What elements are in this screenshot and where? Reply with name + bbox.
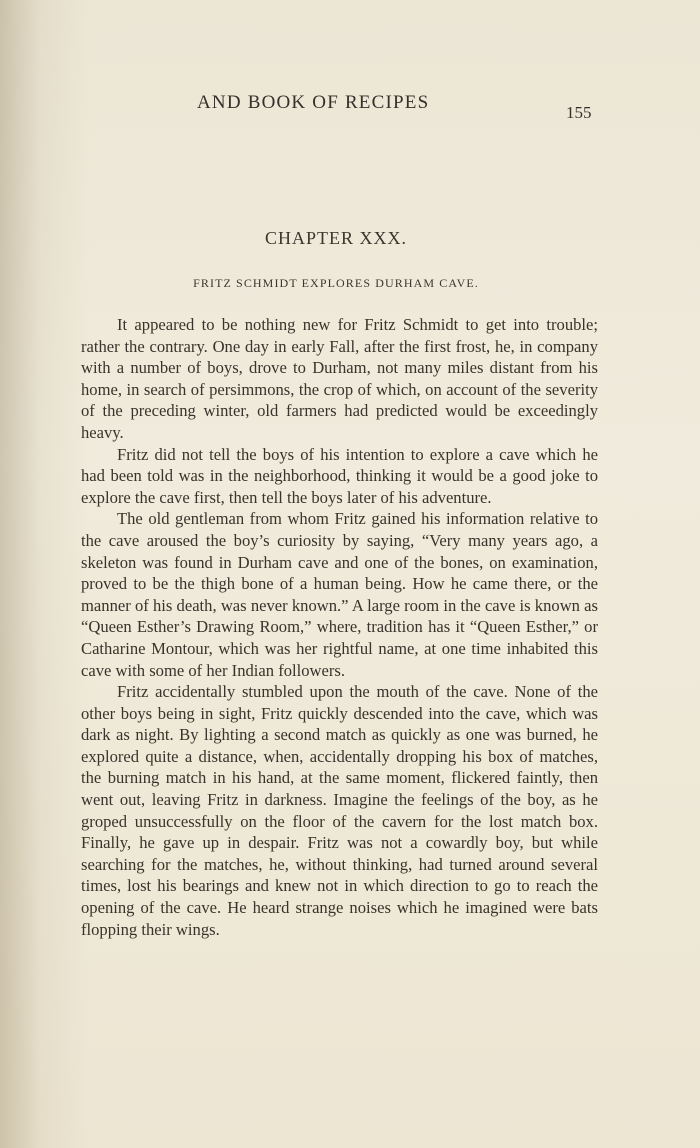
paragraph: The old gentleman from whom Fritz gained his information relative to the cave aroused the boy’s curiosity by saying, “Very many years ago, a skeleton was found in Durham cave and one of the bones, on examination, proved to be the thigh bone of a human being. How he came there, or the manner of his death, was never known.” A large room in the cave is known as “Queen Esther’s Drawing Room,” where, tradition has it “Queen Esther,” or Catharine Montour, which was her rightful name, at one time inhabited this cave with some of her Indian followers. xyxy=(81,509,598,680)
running-head: AND BOOK OF RECIPES xyxy=(197,92,430,113)
paragraph: Fritz did not tell the boys of his intention to explore a cave which he had been told was in the neighborhood, thinking it would be a good joke to explore the cave first, then tell the boys later of his adventure. xyxy=(81,444,598,507)
chapter-body xyxy=(81,314,598,940)
paragraph: Fritz accidentally stumbled upon the mouth of the cave. None of the other boys being in sight, Fritz quickly descended into the cave, which was dark as night. By lighting a second match as quickly as one was burned, he explored quite a distance, when, accidentally dropping his box of matches, the burning match in his hand, at the same moment, flickered faintly, then went out, leaving Fritz in darkness. Imagine the feelings of the boy, as he groped unsuccessfully on the floor of the cavern for the lost match box. Finally, he gave up in despair. Fritz was not a cowardly boy, but while searching for the matches, he, without thinking, had turned around several times, lost his bearings and knew not in which direction to go to reach the opening of the cave. He heard strange noises which he imagined were bats flopping their wings. xyxy=(81,682,598,939)
paragraph: It appeared to be nothing new for Fritz Schmidt to get into trouble; rather the contrary. One day in early Fall, after the first frost, he, in company with a number of boys, drove to Durham, not many miles distant from his home, in search of persimmons, the crop of which, on account of the severity of the preceding winter, old farmers had predicted would be exceedingly heavy. xyxy=(81,315,598,442)
chapter-subtitle: FRITZ SCHMIDT EXPLORES DURHAM CAVE. xyxy=(193,276,479,290)
page-number: 155 xyxy=(566,103,592,122)
chapter-title: CHAPTER XXX. xyxy=(264,228,407,248)
